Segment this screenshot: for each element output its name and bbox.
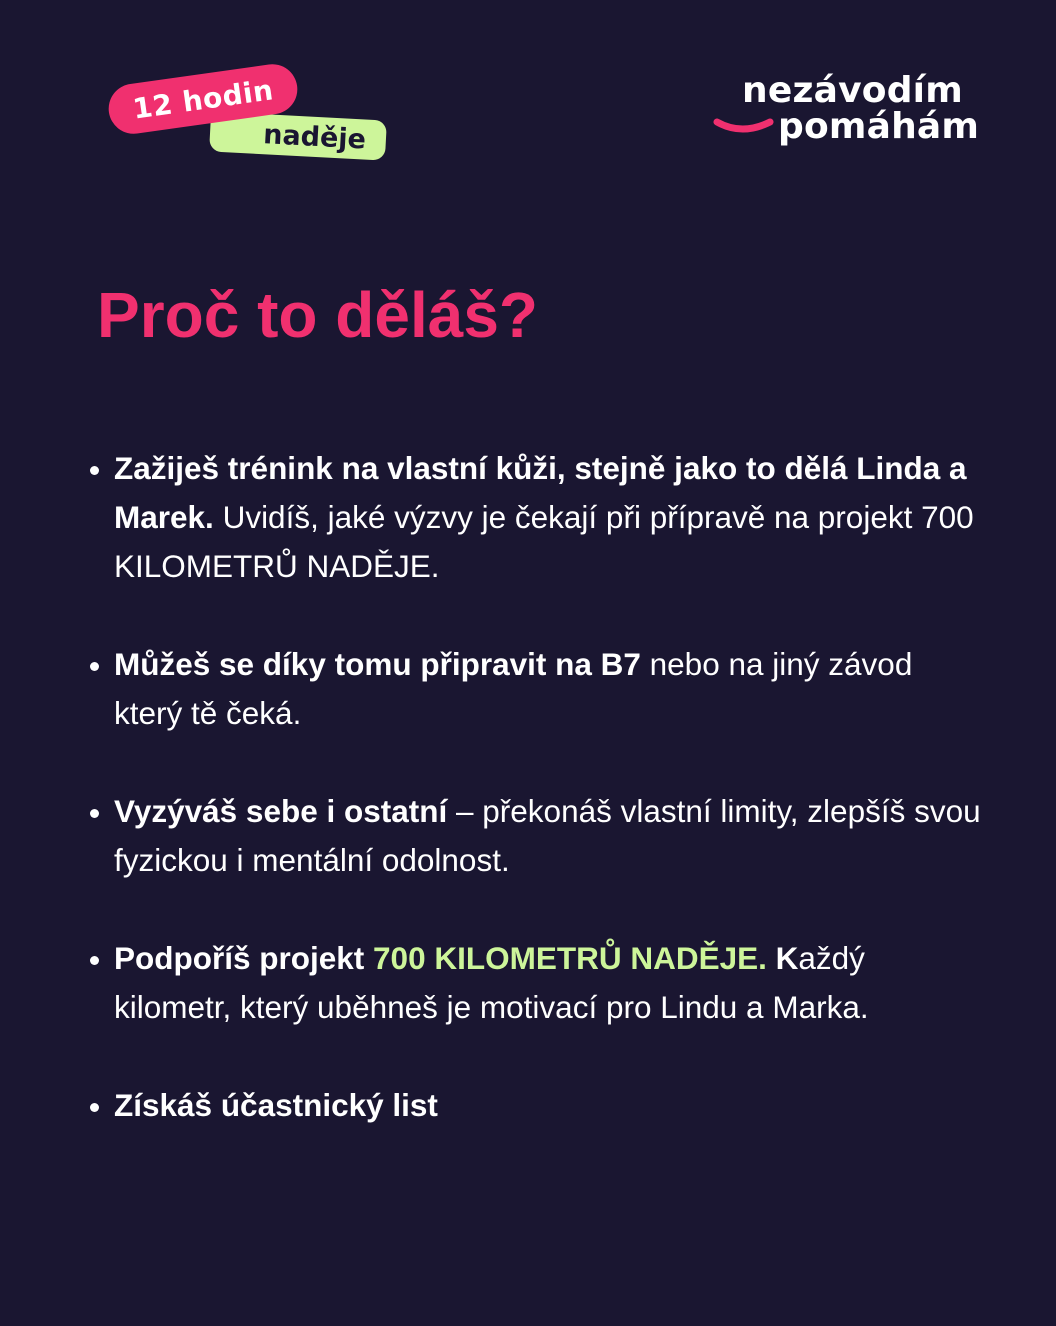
- reason-text: nebo na jiný závod který tě čeká.: [114, 646, 913, 731]
- event-badge: [104, 64, 394, 164]
- reason-highlight-text: 700 KILOMETRŮ NADĚJE.: [373, 940, 767, 976]
- reasons-list: [88, 444, 988, 1130]
- reason-bold-tail: K: [766, 940, 799, 976]
- list-item: [88, 787, 988, 885]
- list-item: [88, 444, 988, 591]
- reason-text: aždý kilometr, který uběhneš je motivací pro Lindu a Marka.: [114, 940, 869, 1025]
- page-title: Proč to děláš?: [97, 279, 538, 351]
- reason-bold-text: Získáš účastnický list: [114, 1087, 438, 1123]
- reason-bold-text: Můžeš se díky tomu připravit na B7: [114, 646, 641, 682]
- reason-bold-text: Vyzýváš sebe i ostatní: [114, 793, 448, 829]
- list-item: [88, 640, 988, 738]
- list-item: [88, 1081, 988, 1130]
- logo-text-line1: nezávodím: [742, 70, 963, 111]
- reason-text: – překonáš vlastní limity, zlepšíš svou fyzickou i mentální odolnost.: [114, 793, 981, 878]
- badge-pill-hope: naděje: [209, 111, 387, 160]
- badge-pill-hours: 12 hodin: [105, 61, 300, 137]
- logo-text-line2: pomáhám: [778, 106, 980, 147]
- list-item: [88, 934, 988, 1032]
- brand-logo: [710, 70, 980, 150]
- smile-icon: [712, 114, 774, 138]
- reason-text: Uvidíš, jaké výzvy je čekají při přípravě na projekt 700 KILOMETRŮ NADĚJE.: [114, 499, 974, 584]
- reason-bold-text: Podpoříš projekt: [114, 940, 374, 976]
- reason-bold-text: Zažiješ trénink na vlastní kůži, stejně jako to dělá Linda a Marek.: [114, 450, 967, 535]
